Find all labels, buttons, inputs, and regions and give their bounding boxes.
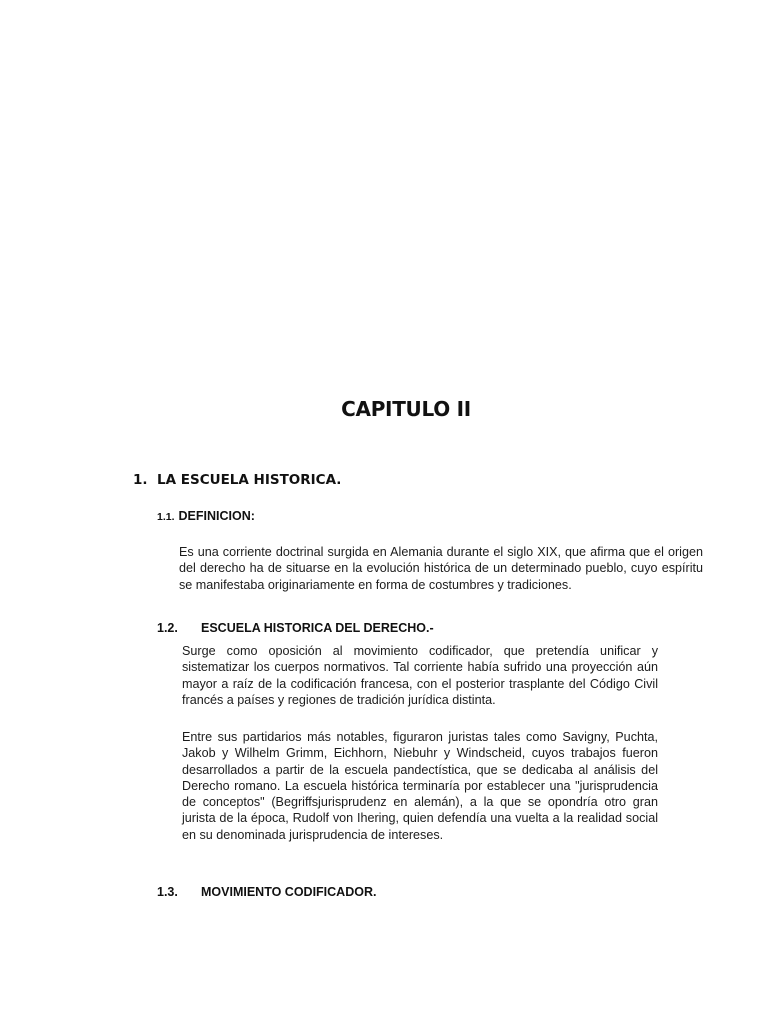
historical-school-paragraph-2: Entre sus partidarios más notables, figuraron juristas tales como Savigny, Puchta, Jakob y Wilhelm Grimm, Eichhorn, Niebuhr y Windscheid, cuyos trabajos fueron desarrollados a partir de la escuela pandectística, que se dedicaba al análisis del Derecho romano. La escuela histórica terminaría por establecer una "jurisprudencia de conceptos" (Begriffsjurisprudenz en alemán), a la que se opondría otro gran jurista de la época, Rudolf von Ihering, quien defendía una vuelta a la realidad social en su denominada jurisprudencia de intereses. xyxy=(182,730,658,842)
subsection-heading-1-1 xyxy=(157,509,255,523)
subsection-number: 1.3. xyxy=(157,885,178,899)
section-number: 1. xyxy=(133,472,148,488)
historical-school-paragraph-1: Surge como oposición al movimiento codificador, que pretendía unificar y sistematizar los cuerpos normativos. Tal corriente había sufrido una proyección aún mayor a raíz de la codificación francesa, con el posterior trasplante del Código Civil francés a países y regiones de tradición jurídica distinta. xyxy=(182,644,658,707)
chapter-title: CAPITULO II xyxy=(341,397,471,421)
subsection-title: ESCUELA HISTORICA DEL DERECHO.- xyxy=(201,621,434,635)
section-title: LA ESCUELA HISTORICA. xyxy=(157,472,342,488)
subsection-number: 1.1. xyxy=(157,511,175,523)
subsection-title: MOVIMIENTO CODIFICADOR. xyxy=(201,885,377,899)
subsection-number: 1.2. xyxy=(157,621,178,635)
subsection-heading-1-3 xyxy=(157,885,376,899)
subsection-title: DEFINICION: xyxy=(178,509,255,523)
definition-paragraph: Es una corriente doctrinal surgida en Alemania durante el siglo XIX, que afirma que el origen del derecho ha de situarse en la evolución histórica de un determinado pueblo, cuyo espíritu se manifestaba originariamente en forma de costumbres y tradiciones. xyxy=(179,545,703,592)
section-heading-1 xyxy=(133,472,341,488)
subsection-heading-1-2 xyxy=(157,621,434,635)
